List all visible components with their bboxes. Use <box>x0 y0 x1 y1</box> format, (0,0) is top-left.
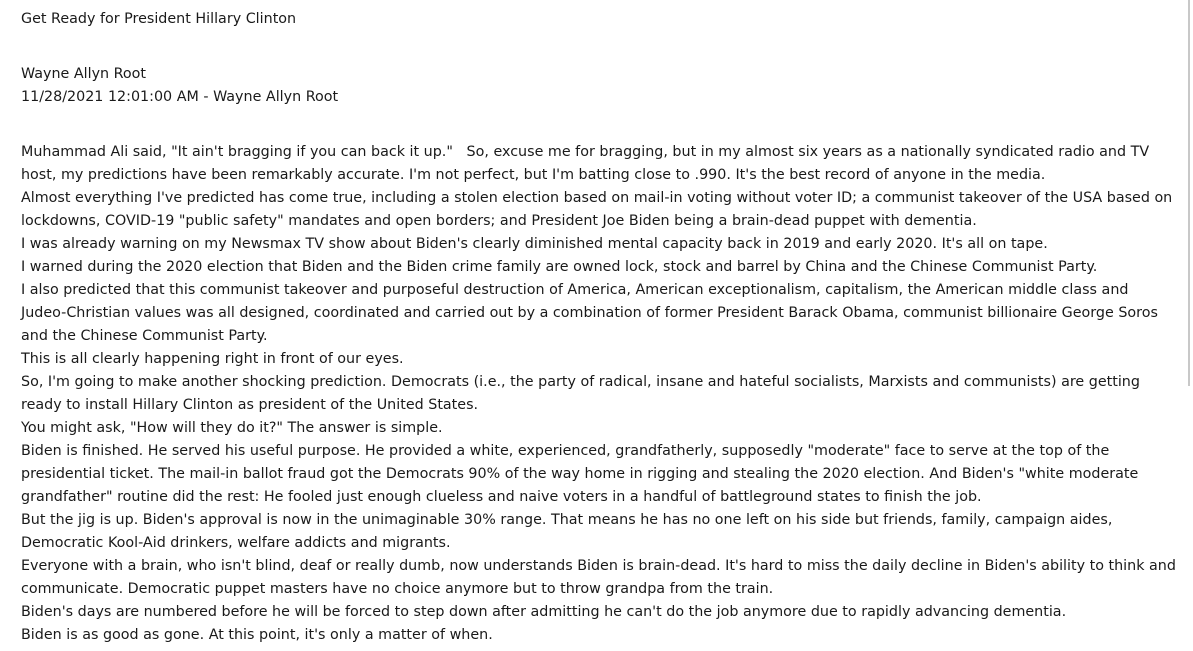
paragraph: Almost everything I've predicted has come true, including a stolen election based on mail-in voting without voter ID; a communist takeover of the USA based on lockdowns, COVID-19 "public safety" mandates and open borders; and President Joe Biden being a brain-dead puppet with dementia. <box>21 190 1177 229</box>
article-byline: 11/28/2021 12:01:00 AM - Wayne Allyn Root <box>21 89 339 105</box>
paragraph: Everyone with a brain, who isn't blind, deaf or really dumb, now understands Biden is brain-dead. It's hard to miss the daily decline in Biden's ability to think and communicate. Democratic puppet masters have no choice anymore but to throw grandpa from the train. <box>21 558 1181 597</box>
article-author: Wayne Allyn Root <box>21 66 147 82</box>
paragraph: This is all clearly happening right in front of our eyes. <box>21 351 404 367</box>
paragraph: But the jig is up. Biden's approval is now in the unimaginable 30% range. That means he has no one left on his side but friends, family, campaign aides, Democratic Kool-Aid drinkers, welfare addicts and migrants. <box>21 512 1117 551</box>
paragraph: Biden is finished. He served his useful purpose. He provided a white, experienced, grandfatherly, supposedly "moderate" face to serve at the top of the presidential ticket. The mail-in ballot fraud got the Democrats 90% of the way home in rigging and stealing the 2020 election. And Biden's "white moderate grandfather" routine did the rest: He fooled just enough clueless and naive voters in a handful of battleground states to finish the job. <box>21 443 1143 505</box>
scrollbar-thumb[interactable] <box>1188 0 1190 386</box>
paragraph: Biden is as good as gone. At this point, it's only a matter of when. <box>21 627 493 643</box>
paragraph: Muhammad Ali said, "It ain't bragging if you can back it up." So, excuse me for bragging, but in my almost six years as a nationally syndicated radio and TV host, my predictions have been remarkably accurate. I'm not perfect, but I'm batting close to .990. It's the best record of anyone in the media. <box>21 144 1154 183</box>
paragraph: You might ask, "How will they do it?" The answer is simple. <box>21 420 443 436</box>
paragraph: Biden's days are numbered before he will be forced to step down after admitting he can't do the job anymore due to rapidly advancing dementia. <box>21 604 1067 620</box>
vertical-scrollbar[interactable] <box>1186 0 1193 651</box>
article-title: Get Ready for President Hillary Clinton <box>21 11 297 27</box>
paragraph: So, I'm going to make another shocking prediction. Democrats (i.e., the party of radical, insane and hateful socialists, Marxists and communists) are getting ready to install Hillary Clinton as president of the United States. <box>21 374 1145 413</box>
paragraph: I was already warning on my Newsmax TV show about Biden's clearly diminished mental capacity back in 2019 and early 2020. It's all on tape. <box>21 236 1048 252</box>
paragraph: I also predicted that this communist takeover and purposeful destruction of America, American exceptionalism, capitalism, the American middle class and Judeo-Christian values was all designed, coordinated and carried out by a combination of former President Barack Obama, communist billionaire George Soros and the Chinese Communist Party. <box>21 282 1163 344</box>
document-body <box>21 8 1181 647</box>
spacer <box>21 31 1176 63</box>
spacer <box>21 109 1176 141</box>
paragraph: I warned during the 2020 election that Biden and the Biden crime family are owned lock, stock and barrel by China and the Chinese Communist Party. <box>21 259 1098 275</box>
